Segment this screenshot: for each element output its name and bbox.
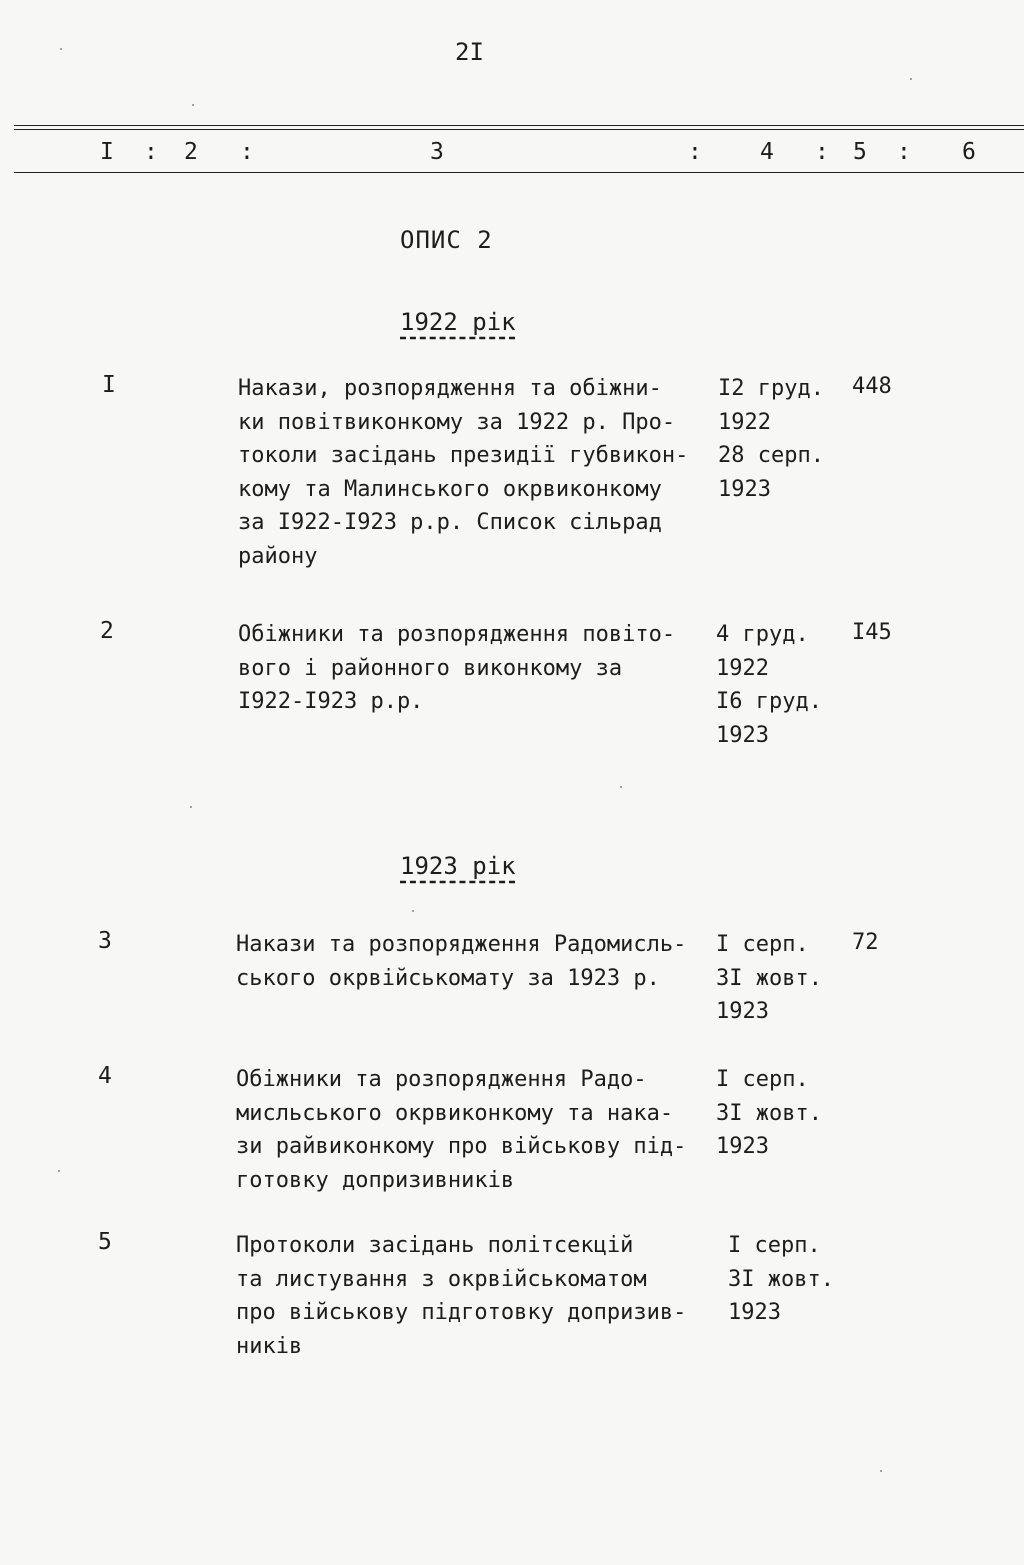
entry-number: 5 (98, 1229, 112, 1255)
page-number: 2I (455, 38, 484, 66)
scan-speck (620, 786, 622, 788)
scan-speck (58, 1170, 60, 1172)
entry-dates: I2 груд. 1922 28 серп. 1923 (718, 376, 824, 502)
year-heading-1923: 1923 рік (400, 852, 516, 880)
column-separator: : (897, 139, 911, 165)
scan-speck (910, 78, 912, 80)
header-rule-top-thin (14, 129, 1024, 130)
column-separator: : (144, 139, 158, 165)
scan-speck (190, 806, 192, 808)
scan-speck (192, 104, 194, 106)
entry-description: Протоколи засідань політсекцій та листування з окрвійськоматом про військову підготовку допризив- ників (236, 1233, 687, 1359)
header-rule-top (14, 125, 1024, 126)
column-header-3: 3 (430, 139, 444, 165)
scan-speck (412, 910, 414, 912)
column-header-4: 4 (760, 139, 774, 165)
entry-dates: I серп. 3I жовт. 1923 (728, 1233, 834, 1325)
entry-description: Обіжники та розпорядження Радо- мисльського окрвиконкому та нака- зи райвиконкому про військову під- готовку допризивників (236, 1067, 687, 1193)
entry-dates: 4 груд. 1922 I6 груд. 1923 (716, 622, 822, 748)
entry-number: 2 (100, 618, 114, 644)
entry-sheet-count: 72 (852, 930, 879, 955)
entry-description: Накази та розпорядження Радомисль- ського окрвійськомату за 1923 р. (236, 932, 687, 991)
inventory-title: ОПИС 2 (400, 226, 493, 254)
scan-speck (60, 48, 62, 50)
year-heading-1922: 1922 рік (400, 308, 516, 336)
column-header-1: I (100, 139, 114, 165)
column-header-2: 2 (184, 139, 198, 165)
column-header-5: 5 (853, 139, 867, 165)
column-header-6: 6 (962, 139, 976, 165)
header-rule-bottom (14, 172, 1024, 173)
column-separator: : (688, 139, 702, 165)
entry-description: Обіжники та розпорядження повіто- вого і районного виконкому за I922-I923 р.р. (238, 622, 676, 714)
entry-sheet-count: I45 (852, 620, 892, 645)
entry-dates: I серп. 3I жовт. 1923 (716, 1067, 822, 1159)
column-separator: : (240, 139, 254, 165)
entry-sheet-count: 448 (852, 374, 892, 399)
column-separator: : (815, 139, 829, 165)
entry-description: Накази, розпорядження та обіжни- ки повітвиконкому за 1922 р. Про- токоли засідань президії губвикон- кому та Малинського окрвиконкому за I922-I923 р.р. Список сільрад району (238, 376, 689, 569)
entry-dates: I серп. 3I жовт. 1923 (716, 932, 822, 1024)
entry-number: I (102, 372, 116, 398)
entry-number: 3 (98, 928, 112, 954)
entry-number: 4 (98, 1063, 112, 1089)
scan-speck (880, 1470, 882, 1472)
